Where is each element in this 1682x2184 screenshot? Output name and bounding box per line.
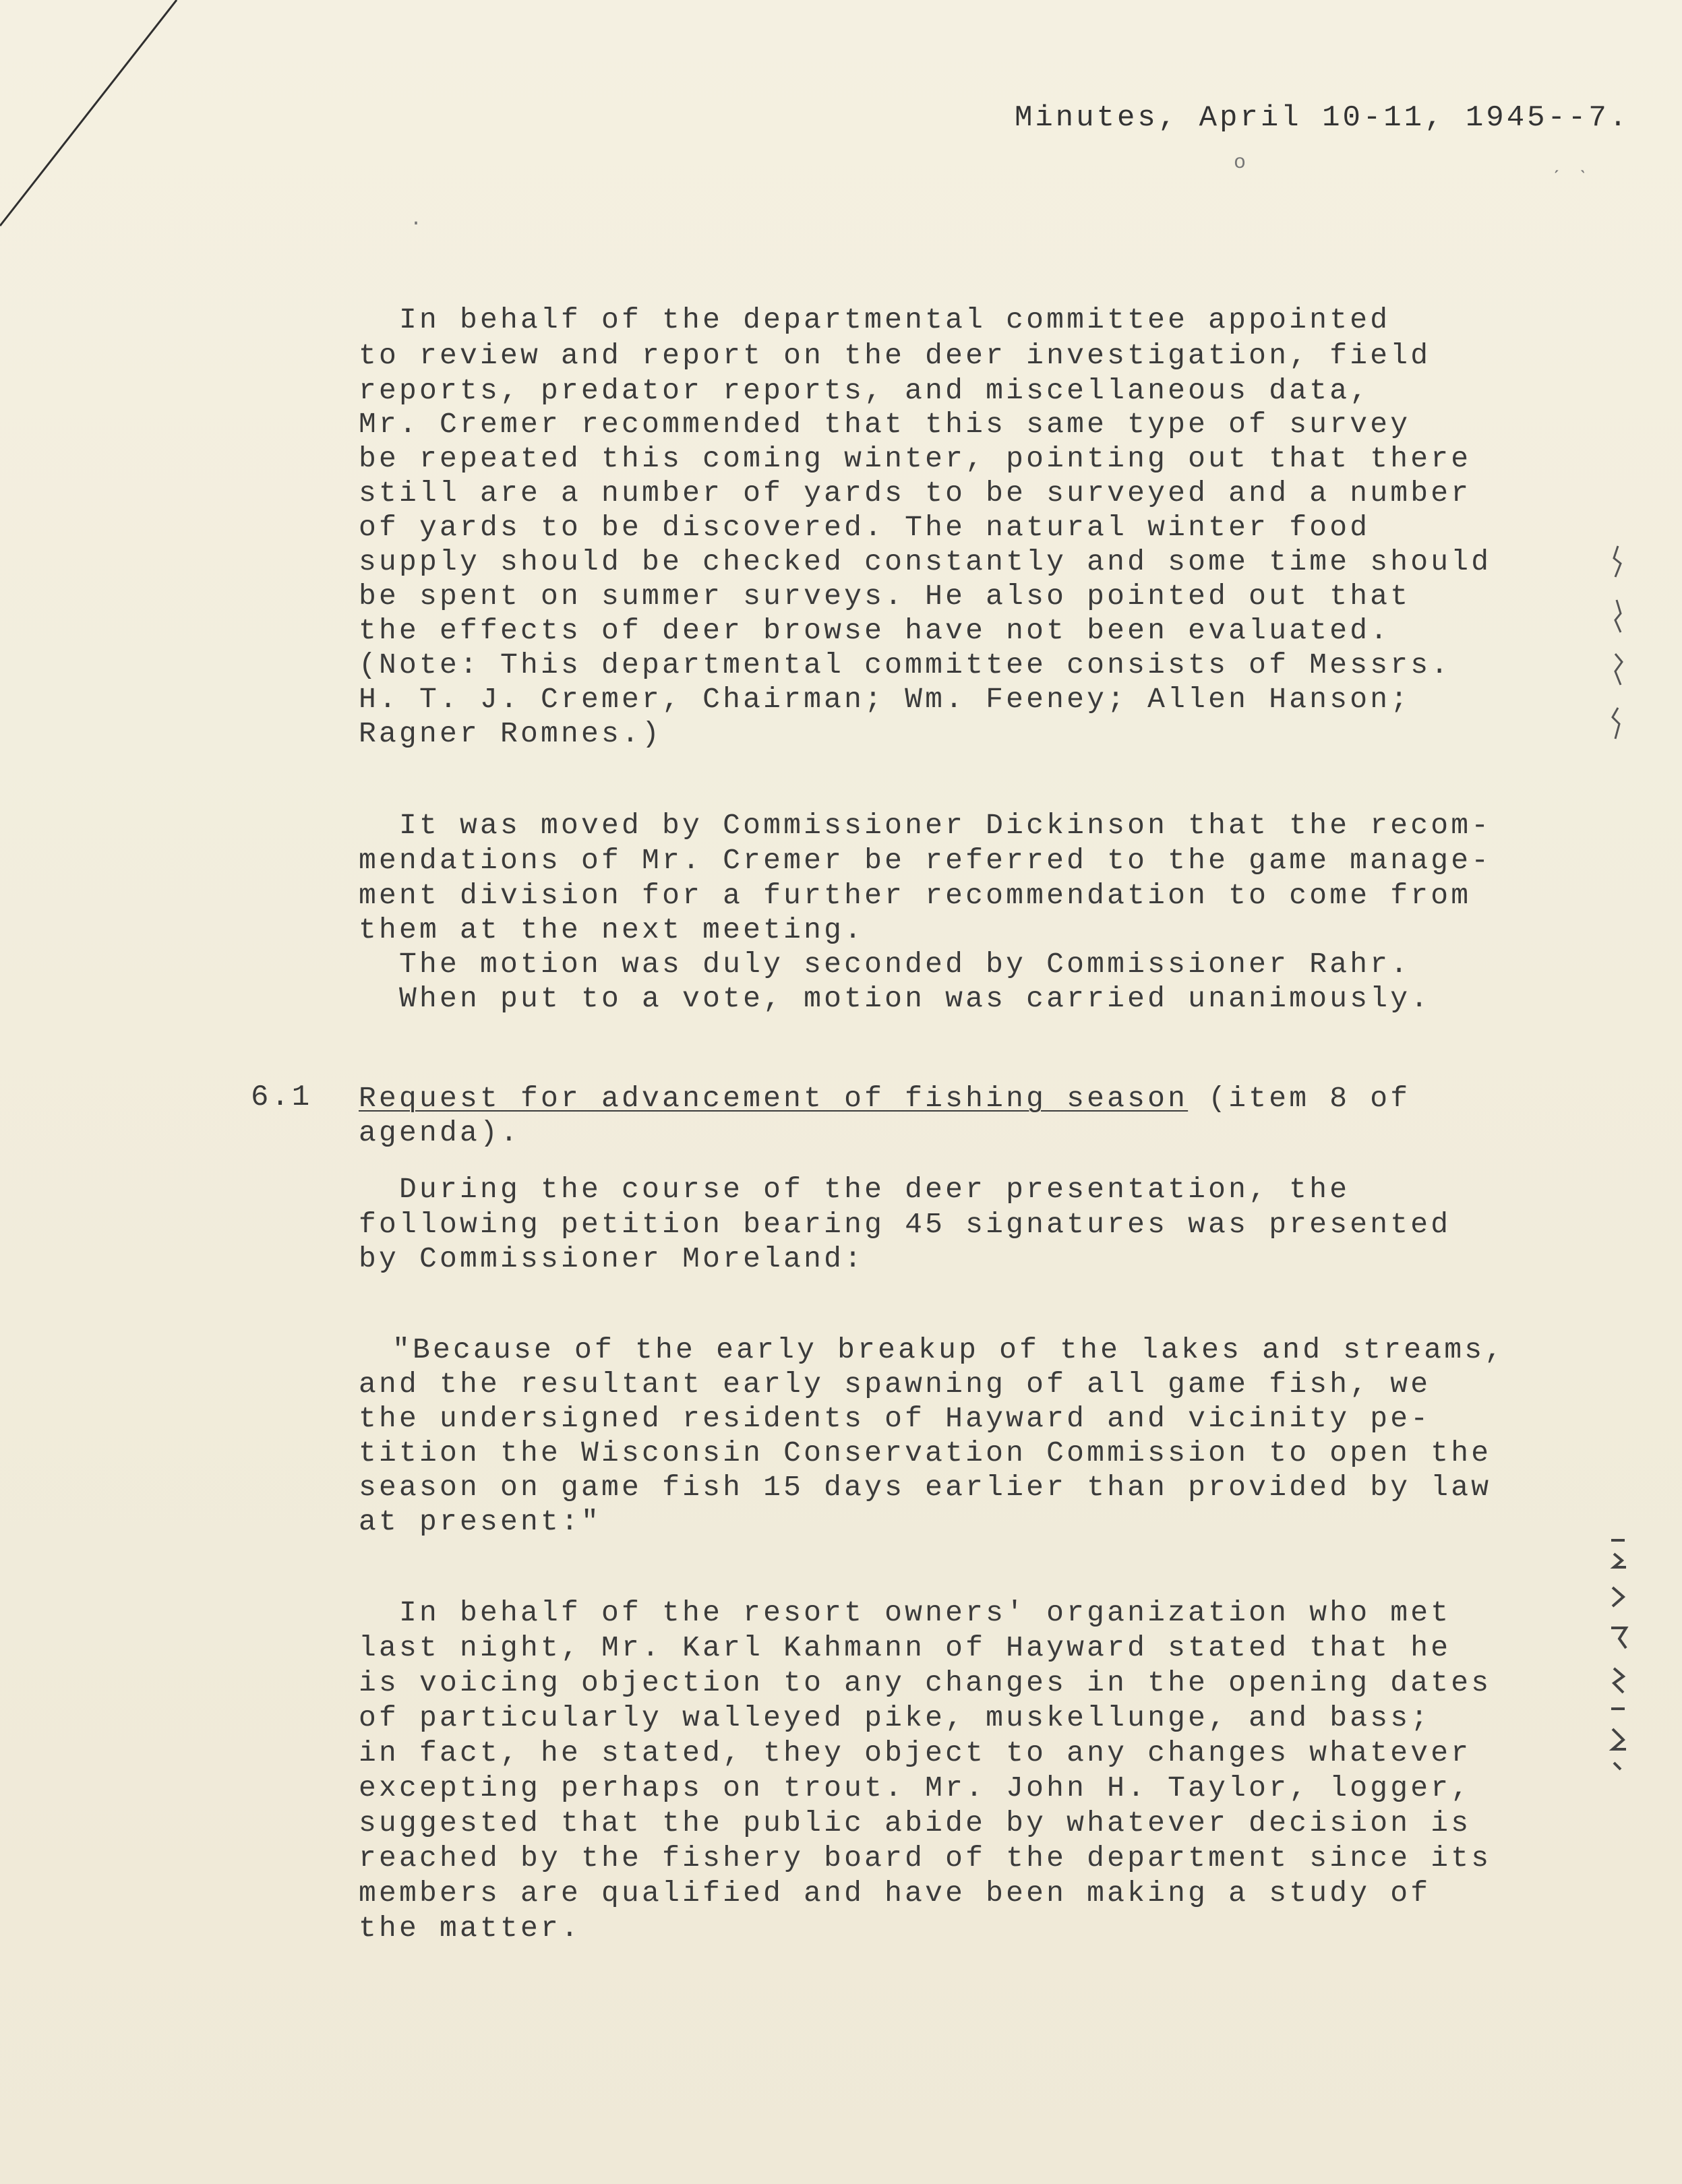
paragraph3-line: following petition bearing 45 signatures was presented: [359, 1208, 1451, 1241]
margin-mark: ˊ ˋ: [1551, 169, 1592, 191]
paragraph1-line: Ragner Romnes.): [359, 717, 663, 750]
paragraph2-line: The motion was duly seconded by Commissioner Rahr.: [399, 948, 1411, 981]
margin-scribble: [1604, 1534, 1631, 1776]
paragraph4-line: suggested that the public abide by whatever decision is: [359, 1807, 1472, 1840]
paragraph1-line: Mr. Cremer recommended that this same type of survey: [359, 408, 1411, 441]
petition-line: the undersigned residents of Hayward and vicinity pe-: [359, 1402, 1431, 1435]
paragraph1-line: of yards to be discovered. The natural winter food: [359, 511, 1371, 544]
paragraph4-line: the matter.: [359, 1912, 582, 1945]
page-header: Minutes, April 10-11, 1945--7.: [1015, 101, 1630, 135]
paragraph1-line: be repeated this coming winter, pointing out that there: [359, 442, 1472, 475]
paragraph2-line: mendations of Mr. Cremer be referred to the game manage-: [359, 844, 1492, 877]
paragraph2-line: When put to a vote, motion was carried unanimously.: [399, 982, 1431, 1015]
paragraph1-line: still are a number of yards to be surveyed and a number: [359, 477, 1472, 510]
margin-scribble: [1604, 539, 1631, 755]
paragraph3-line: by Commissioner Moreland:: [359, 1242, 865, 1275]
petition-line: tition the Wisconsin Conservation Commission to open the: [359, 1436, 1492, 1469]
paragraph4-line: In behalf of the resort owners' organization who met: [399, 1596, 1451, 1629]
paragraph4-line: reached by the fishery board of the department since its: [359, 1842, 1492, 1875]
margin-mark: o: [1234, 152, 1248, 175]
paragraph2-line: ment division for a further recommendation to come from: [359, 879, 1472, 912]
paragraph1-line: (Note: This departmental committee consists of Messrs.: [359, 648, 1451, 681]
paragraph1-line: the effects of deer browse have not been evaluated.: [359, 614, 1391, 647]
petition-line: "Because of the early breakup of the lakes and streams,: [392, 1333, 1505, 1366]
paragraph4-line: excepting perhaps on trout. Mr. John H. Taylor, logger,: [359, 1771, 1472, 1804]
petition-line: and the resultant early spawning of all game fish, we: [359, 1368, 1431, 1401]
paragraph4-line: in fact, he stated, they object to any changes whatever: [359, 1736, 1472, 1769]
paragraph4-line: members are qualified and have been making a study of: [359, 1877, 1431, 1910]
margin-mark: ·: [410, 212, 424, 235]
petition-line: season on game fish 15 days earlier than provided by law: [359, 1471, 1492, 1504]
section-title: Request for advancement of fishing season: [359, 1082, 1189, 1115]
paragraph2-line: It was moved by Commissioner Dickinson that the recom-: [399, 809, 1492, 842]
paragraph1-line: H. T. J. Cremer, Chairman; Wm. Feeney; Allen Hanson;: [359, 683, 1411, 716]
section-title-suffix: (item 8 of: [1188, 1082, 1411, 1115]
paragraph2-line: them at the next meeting.: [359, 913, 865, 946]
paragraph3-line: During the course of the deer presentation, the: [399, 1173, 1350, 1206]
paragraph4-line: is voicing objection to any changes in the opening dates: [359, 1666, 1492, 1699]
paragraph4-line: last night, Mr. Karl Kahmann of Hayward stated that he: [359, 1631, 1451, 1664]
section-title-line: [359, 1082, 1410, 1116]
section-number: 6.1: [251, 1081, 313, 1114]
petition-line: at present:": [359, 1505, 602, 1538]
paragraph1-line: In behalf of the departmental committee appointed: [399, 303, 1391, 336]
paragraph1-line: to review and report on the deer investigation, field: [359, 339, 1431, 372]
paragraph1-line: reports, predator reports, and miscellaneous data,: [359, 374, 1371, 407]
section-title-line2: agenda).: [359, 1116, 521, 1149]
paragraph1-line: be spent on summer surveys. He also pointed out that: [359, 580, 1411, 613]
paragraph1-line: supply should be checked constantly and some time should: [359, 545, 1492, 578]
paragraph4-line: of particularly walleyed pike, muskellunge, and bass;: [359, 1701, 1431, 1734]
